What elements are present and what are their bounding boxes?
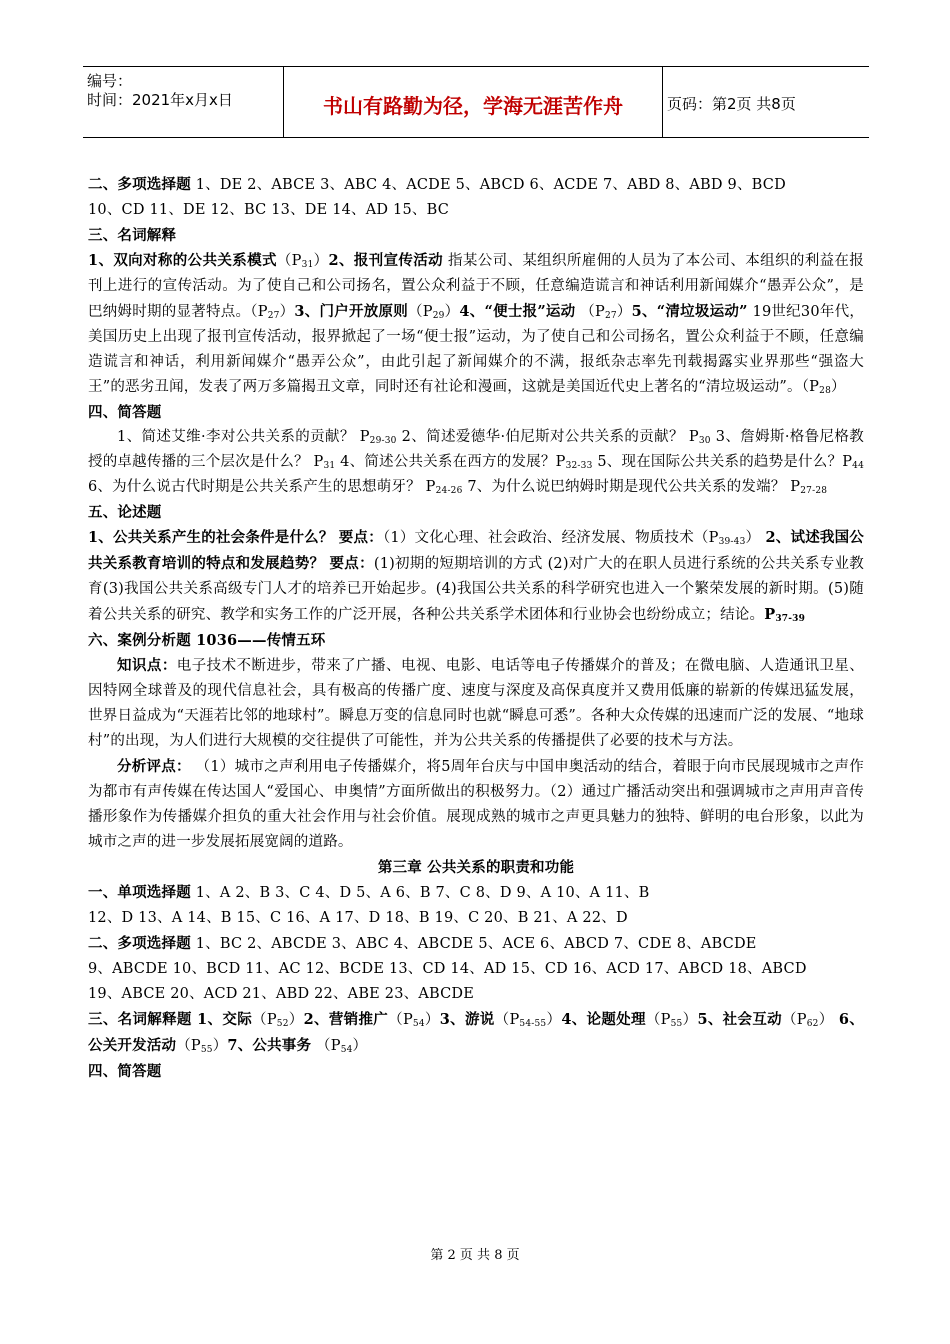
ref-close: ） [424, 1012, 440, 1028]
header-page-number: 页码：第2页 共8页 [667, 95, 796, 113]
ref-close: ） [818, 1012, 834, 1028]
ch3-term: 3、游说 [439, 1011, 495, 1028]
header-number: 编号： [87, 72, 133, 90]
ref-close: ） [546, 1012, 562, 1028]
ref-page: 54-55 [519, 1019, 547, 1029]
ref-page: 54 [340, 1045, 353, 1055]
ref-open: （P [252, 1012, 277, 1028]
ch3-single-choice-line2: 12、D 13、A 14、B 15、C 16、A 17、D 18、B 19、C 20、B 21、A 22、D [88, 910, 628, 926]
ref-page: 54 [412, 1019, 425, 1029]
ch3-term: 2、营销推广 [303, 1011, 389, 1028]
term-2-definition: 指某公司、某组织所雇佣的人员为了本公司、本组织的利益在报刊上进行的宣传活动。为了使自己和公司扬名，置公众利益于不顾，任意编造谎言和神话利用新闻媒介“愚弄公众”，是巴纳姆时期的显著特点。（P [88, 253, 864, 320]
ch3-multi-choice-line3: 19、ABCE 20、ACD 21、ABD 22、ABE 23、ABCDE [88, 986, 475, 1002]
chapter3-title: 第三章 公共关系的职责和功能 [377, 859, 575, 876]
ref-close: ） [279, 304, 295, 320]
knowledge-label: 知识点： [117, 657, 177, 674]
ref-open: （P [575, 304, 605, 320]
ref-page: 37-39 [775, 614, 806, 624]
ref-open: （P [388, 1012, 413, 1028]
ref-page: 27 [267, 311, 280, 321]
ref-page: 62 [806, 1019, 819, 1029]
analysis [88, 754, 864, 855]
ref-open: （P [408, 304, 433, 320]
sec3-terms [88, 248, 864, 400]
question-5: 5、现在国际公共关系的趋势是什么？P [592, 454, 853, 470]
ref-page: 29 [432, 311, 445, 321]
header-motto: 书山有路勤为径，学海无涯苦作舟 [323, 94, 623, 118]
essay-answer-2: (1)初期的短期培训的方式 (2)对广大的在职人员进行系统的公共关系专业教育(3)我国公共关系高级专门人才的培养已开始起步。(4)我国公共关系的科学研究也进入一个繁荣发展的新时期。(5)随着公共关系的研究、教学和实务工作的广泛开展，各种公共关系学术团体和行业协会也纷纷成立；结论。 [88, 556, 864, 623]
sec2-answers-line2: 10、CD 11、DE 12、BC 13、DE 14、AD 15、BC [88, 202, 450, 218]
document-body [88, 172, 864, 1084]
ch3-term: 6、公关开发活动 [88, 1011, 865, 1054]
ref-page: 27-28 [800, 486, 828, 496]
header-page-cell [663, 67, 869, 137]
sec2-heading: 二、多项选择题 [88, 176, 191, 193]
ref-page: 27 [605, 311, 617, 321]
ref-open: （P [494, 1012, 520, 1028]
question-6: 6、为什么说古代时期是公共关系产生的思想萌牙？ P [88, 479, 436, 495]
sec4-heading: 四、简答题 [88, 404, 162, 421]
ch3-term: 5、社会互动 [697, 1011, 782, 1028]
ref-close: ） [212, 1038, 228, 1054]
sec5-heading: 五、论述题 [88, 504, 162, 521]
question-1: 1、简述艾维·李对公共关系的贡献？ P [117, 429, 370, 445]
ch3-multi-choice-heading: 二、多项选择题 [88, 935, 191, 952]
term-3: 3、门户开放原则 [294, 303, 408, 320]
ch3-terms [88, 1007, 864, 1059]
ref-page: 39-43 [718, 537, 746, 547]
question-7: 7、为什么说巴纳姆时期是现代公共关系的发端？ P [462, 479, 801, 495]
ref-open: （P [645, 1012, 671, 1028]
header-meta [83, 67, 283, 137]
ref-page: 32-33 [565, 461, 593, 471]
ch3-term: 4、论题处理 [561, 1011, 646, 1028]
ref-close: ） [616, 304, 632, 320]
essay-answer-1: （1）文化心理、社会政治、经济发展、物质技术（P [382, 530, 719, 546]
term-1: 1、双向对称的公共关系模式 [88, 252, 277, 269]
header-motto-cell [283, 67, 663, 137]
page-footer: 第 2 页 共 8 页 [430, 1248, 520, 1263]
knowledge-point [88, 653, 864, 754]
sec2-answers-line1 [88, 172, 864, 198]
question-3: 3、詹姆斯·格鲁尼格教授的卓越传播的三个层次是什么？ P [88, 429, 865, 470]
ch3-short-answer-heading: 四、简答题 [88, 1063, 162, 1080]
ch3-single-choice-answers: 1、A 2、B 3、C 4、D 5、A 6、B 7、C 8、D 9、A 10、A 11、B [190, 885, 650, 901]
ch3-single-choice-line1 [88, 880, 864, 906]
ch3-multi-choice-line1 [88, 931, 864, 957]
term-5-definition: 19世纪30年代，美国历史上出现了报刊宣传活动，报界掀起了一场“便士报”运动，为了使自己和公司扬名，置公众利益于不顾，任意编造谎言和神话，利用新闻媒介“愚弄公众”，由此引起了新闻媒介的不满，报纸杂志率先刊载揭露实业界那些“强盗大王”的恶劣丑闻，发表了两万多篇揭丑文章，同时还有社论和漫画，这就是美国近代史上著名的“清垃圾运动”。（P [88, 304, 865, 395]
essay-question-1: 1、公共关系产生的社会条件是什么？ 要点： [88, 529, 383, 546]
ref-open: P [764, 606, 776, 623]
ref-open: （P [311, 1038, 341, 1054]
ref-close: ） [352, 1038, 368, 1054]
page-header [83, 66, 869, 138]
ch3-multi-choice-line2: 9、ABCDE 10、BCD 11、AC 12、BCDE 13、CD 14、AD 15、CD 16、ACD 17、ABCD 18、ABCD [88, 961, 807, 977]
ref-close: ） [682, 1012, 698, 1028]
ref-close: ） [831, 379, 846, 395]
ref-page: 24-26 [435, 486, 463, 496]
header-time: 时间：2021年x月x日 [87, 91, 233, 109]
analysis-text: （1）城市之声利用电子传播媒介，将5周年台庆与中国申奥活动的结合，着眼于向市民展现城市之声作为都市有声传媒在传达国人“爱国心、申奥情”方面所做出的积极努力。（2）通过广播活动突出和强调城市之声用声音传播形象作为传播媒介担负的重大社会作用与社会价值。展现成熟的城市之声更具魅力的独特、鲜明的电台形象，以此为城市之声的进一步发展拓展宽阔的道路。 [88, 759, 864, 850]
ch3-terms-heading: 三、名词解释题 [88, 1011, 192, 1028]
ch3-multi-choice-answers: 1、BC 2、ABCDE 3、ABC 4、ABCDE 5、ACE 6、ABCD 7、CDE 8、ABCDE [190, 936, 757, 952]
ch3-term: 1、交际 [191, 1011, 253, 1028]
sec6-heading: 六、案例分析题 1036——传情五环 [88, 632, 326, 649]
ref-page: 44 [852, 461, 865, 471]
ref-close: ） [313, 253, 329, 269]
essay-question-2: 2、试述我国公共关系教育培训的特点和发展趋势？ 要点： [88, 529, 865, 572]
sec2-line1: 1、DE 2、ABCE 3、ABC 4、ACDE 5、ABCD 6、ACDE 7、ABD 8、ABD 9、BCD [190, 177, 786, 193]
ref-page: 55 [200, 1045, 213, 1055]
knowledge-text: 电子技术不断进步，带来了广播、电视、电影、电话等电子传播媒介的普及；在微电脑、人造通讯卫星、因特网全球普及的现代信息社会，具有极高的传播广度、速度与深度及高保真度并又费用低廉的崭新的传媒迅猛发展，世界日益成为“天涯若比邻的地球村”。瞬息万变的信息同时也就“瞬息可悉”。各种大众传媒的迅速而广泛的发展、“地球村”的出现，为人们进行大规模的交往提供了可能性，并为公共关系的传播提供了必要的技术与方法。 [88, 658, 864, 749]
ref-page: 55 [670, 1019, 683, 1029]
ref-open: （P [176, 1038, 201, 1054]
ref-close: ） [745, 530, 761, 546]
ref-page: 30 [698, 436, 711, 446]
sec5-essays [88, 525, 864, 628]
ref-page: 28 [819, 386, 831, 396]
ch3-term: 7、公共事务 [227, 1037, 312, 1054]
question-2: 2、简述爱德华·伯尼斯对公共关系的贡献？ P [396, 429, 699, 445]
ref-page: 31 [323, 461, 336, 471]
ref-close: ） [444, 304, 460, 320]
ref-page: 52 [276, 1019, 289, 1029]
term-4: 4、“便士报”运动 [459, 303, 576, 320]
ref-page: 29-30 [369, 436, 397, 446]
analysis-label: 分析评点： [117, 758, 191, 775]
ch3-single-choice-heading: 一、单项选择题 [88, 884, 191, 901]
term-5: 5、“清垃圾运动” [631, 303, 748, 320]
ref-open: （P [276, 253, 302, 269]
ref-open: （P [781, 1012, 807, 1028]
ref-page: 31 [301, 260, 314, 270]
sec3-heading: 三、名词解释 [88, 227, 177, 244]
term-2: 2、报刊宣传活动 [328, 252, 444, 269]
sec4-questions [88, 425, 864, 500]
ref-close: ） [288, 1012, 304, 1028]
question-4: 4、简述公共关系在西方的发展？P [335, 454, 566, 470]
